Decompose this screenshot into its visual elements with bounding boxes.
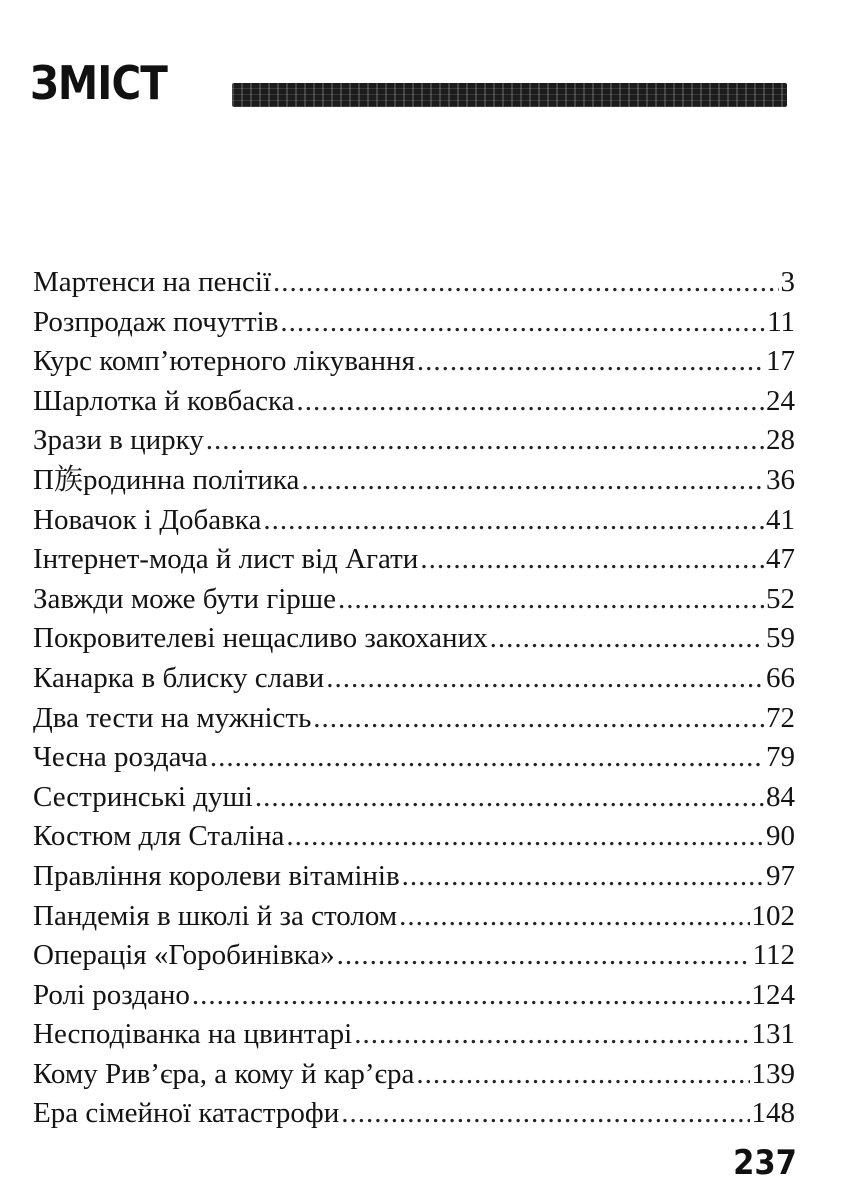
toc-entry-title: Зрази в цирку [33, 424, 204, 457]
toc-entry-page: 11 [767, 305, 795, 338]
toc-entry-title: Несподіванка на цвинтарі [33, 1018, 353, 1051]
toc-entry-page: 79 [766, 741, 795, 774]
toc-entry-title: Шарлотка й ковбаска [33, 384, 295, 417]
toc-entry-title: Курс комп’ютерного лікування [33, 345, 415, 378]
toc-entry[interactable] [33, 857, 795, 897]
toc-leader-dots [338, 580, 764, 620]
toc-entry-title: Правління королеви вітамінів [33, 859, 400, 892]
toc-entry-page: 124 [751, 978, 795, 1011]
toc-entry-page: 139 [751, 1057, 795, 1090]
toc-entry[interactable] [33, 540, 795, 580]
toc-entry-page: 17 [766, 345, 795, 378]
toc-leader-dots [416, 1055, 749, 1095]
toc-leader-dots [399, 897, 749, 937]
toc-leader-dots [420, 540, 764, 580]
toc-entry[interactable] [33, 421, 795, 461]
toc-entry-page: 84 [766, 780, 795, 813]
toc-leader-dots [417, 342, 764, 382]
toc-entry-page: 36 [766, 463, 795, 496]
toc-leader-dots [210, 738, 764, 778]
toc-entry[interactable] [33, 817, 795, 857]
toc-entry[interactable] [33, 1015, 795, 1055]
toc-entry-title: Новачок і Добавка [33, 503, 262, 536]
toc-entry-page: 112 [752, 939, 795, 972]
toc-entry[interactable] [33, 382, 795, 422]
toc-leader-dots [273, 263, 778, 303]
toc-entry-title: Ролі роздано [33, 978, 190, 1011]
toc-entry-title: Ера сімейної катастрофи [33, 1097, 340, 1130]
toc-entry[interactable] [33, 1055, 795, 1095]
toc-leader-dots [326, 659, 764, 699]
toc-entry-title: Канарка в блиску слави [33, 661, 325, 694]
toc-leader-dots [297, 382, 765, 422]
toc-entry-page: 59 [766, 622, 795, 655]
toc-entry-title: П族родинна політика [33, 463, 300, 496]
toc-entry[interactable] [33, 263, 795, 303]
toc-entry-page: 66 [766, 661, 795, 694]
toc-entry-title: Інтернет-мода й лист від Агати [33, 543, 419, 576]
toc-entry-title: Розпродаж почуттів [33, 305, 279, 338]
toc-entry[interactable] [33, 897, 795, 937]
toc-entry[interactable] [33, 936, 795, 976]
toc-entry[interactable] [33, 778, 795, 818]
toc-entry[interactable] [33, 501, 795, 541]
toc-entry-title: Два тести на мужність [33, 701, 312, 734]
toc-entry-page: 3 [780, 266, 795, 298]
toc-entry[interactable] [33, 976, 795, 1016]
decorative-brush-bar [232, 83, 787, 107]
toc-entry-title: Кому Рив’єра, а кому й кар’єра [33, 1057, 415, 1090]
toc-entry-page: 52 [766, 582, 795, 615]
toc-entry-title: Костюм для Сталіна [33, 820, 285, 853]
toc-leader-dots [255, 778, 764, 818]
toc-entry[interactable] [33, 659, 795, 699]
toc-entry-page: 41 [766, 503, 795, 536]
table-of-contents [33, 263, 795, 1134]
toc-entry-page: 102 [751, 899, 795, 932]
toc-entry[interactable] [33, 699, 795, 739]
toc-leader-dots [286, 817, 764, 857]
toc-leader-dots [402, 857, 764, 897]
toc-leader-dots [206, 421, 764, 461]
toc-entry-page: 97 [766, 859, 795, 892]
toc-leader-dots [263, 501, 764, 541]
toc-entry-title: Покровителеві нещасливо закоханих [33, 622, 488, 655]
toc-entry-page: 90 [766, 820, 795, 853]
toc-entry-title: Чесна роздача [33, 741, 208, 774]
toc-entry-page: 131 [751, 1018, 795, 1051]
toc-leader-dots [490, 619, 764, 659]
toc-entry[interactable] [33, 461, 795, 501]
toc-entry-title: Завжди може бути гірше [33, 582, 336, 615]
toc-leader-dots [313, 699, 764, 739]
toc-leader-dots [341, 1094, 749, 1134]
toc-leader-dots [301, 461, 764, 501]
toc-entry[interactable] [33, 1094, 795, 1134]
toc-entry-page: 24 [766, 384, 795, 417]
toc-entry-title: Пандемія в школі й за столом [33, 899, 398, 932]
toc-entry-page: 47 [766, 543, 795, 576]
toc-entry[interactable] [33, 580, 795, 620]
toc-entry[interactable] [33, 342, 795, 382]
toc-entry[interactable] [33, 619, 795, 659]
toc-leader-dots [280, 303, 765, 343]
toc-entry-title: Мартенси на пенсії [33, 266, 272, 298]
toc-entry-title: Операція «Горобинівка» [33, 939, 335, 972]
toc-entry-title: Сестринські душі [33, 780, 253, 813]
toc-leader-dots [337, 936, 751, 976]
toc-entry-page: 28 [766, 424, 795, 457]
page-number: 237 [733, 1143, 797, 1183]
toc-leader-dots [354, 1015, 749, 1055]
page-title: ЗМІСТ [30, 56, 168, 110]
toc-entry[interactable] [33, 738, 795, 778]
toc-entry-page: 148 [751, 1097, 795, 1130]
toc-leader-dots [192, 976, 750, 1016]
toc-entry[interactable] [33, 303, 795, 343]
toc-entry-page: 72 [766, 701, 795, 734]
